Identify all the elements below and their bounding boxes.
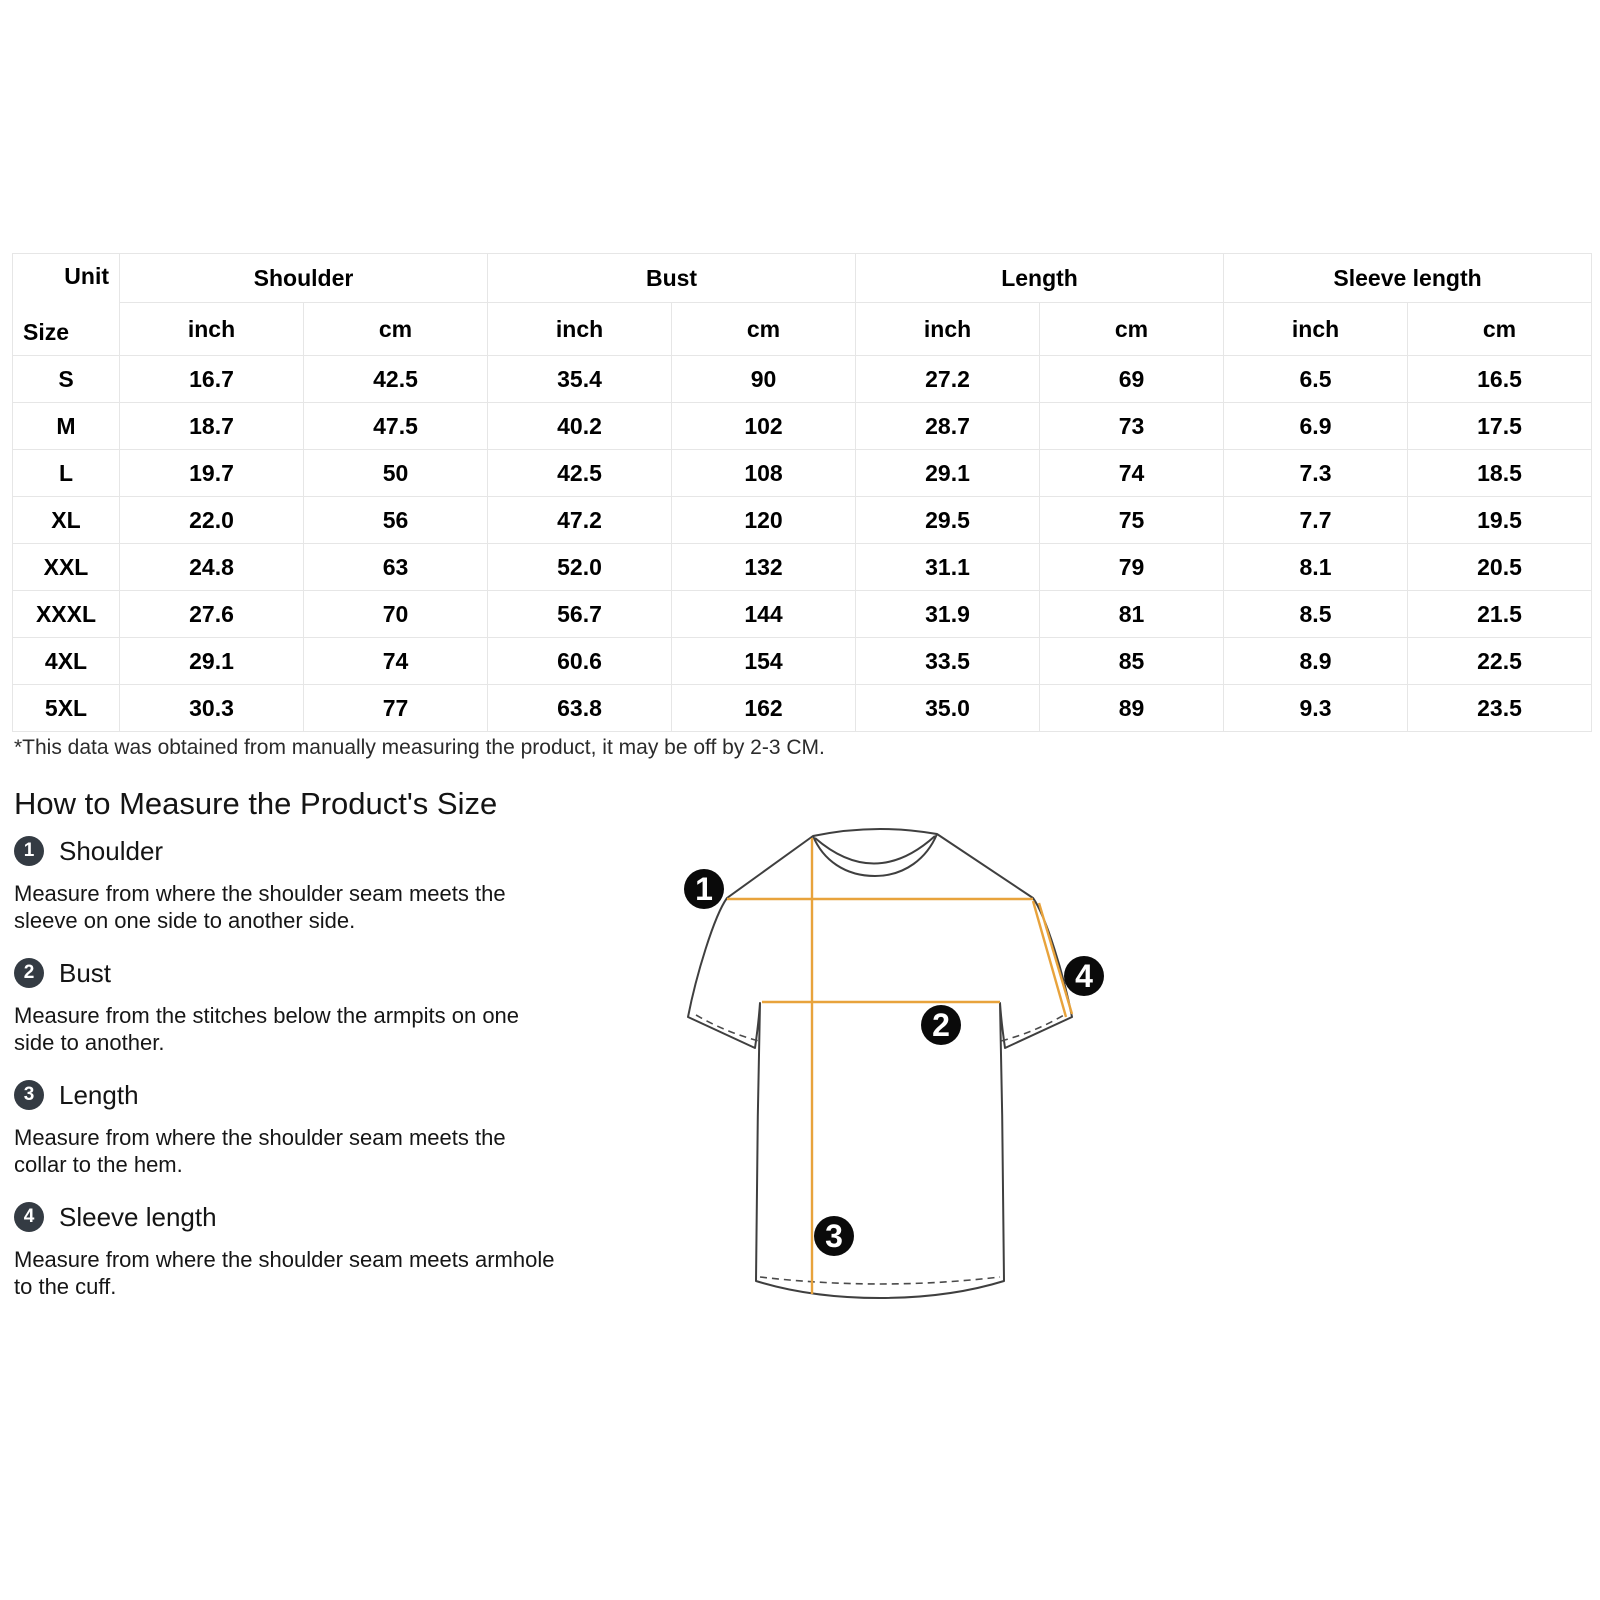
value-cell: 7.7 — [1224, 497, 1408, 544]
diagram-badge-1-number: 1 — [695, 871, 713, 907]
bottom-hem-stitch — [760, 1277, 1000, 1284]
value-cell: 52.0 — [488, 544, 672, 591]
step-2-badge: 2 — [14, 958, 44, 988]
table-row — [13, 591, 1592, 638]
guide-item-sleeve-length — [14, 1202, 574, 1300]
unit-header: cm — [1040, 303, 1224, 356]
value-cell: 29.5 — [856, 497, 1040, 544]
value-cell: 19.5 — [1408, 497, 1592, 544]
collar-inner-seam — [815, 836, 935, 864]
guide-item-label: Sleeve length — [59, 1201, 217, 1232]
value-cell: 22.5 — [1408, 638, 1592, 685]
corner-size-label: Size — [23, 319, 70, 345]
table-row — [13, 544, 1592, 591]
value-cell: 27.6 — [120, 591, 304, 638]
table-row — [13, 497, 1592, 544]
table-row — [13, 450, 1592, 497]
unit-header: cm — [1408, 303, 1592, 356]
value-cell: 27.2 — [856, 356, 1040, 403]
value-cell: 8.1 — [1224, 544, 1408, 591]
value-cell: 77 — [304, 685, 488, 732]
value-cell: 162 — [672, 685, 856, 732]
value-cell: 30.3 — [120, 685, 304, 732]
guide-item-length — [14, 1080, 574, 1178]
tshirt-measurement-diagram — [620, 790, 1140, 1320]
left-cuff-stitch — [696, 1015, 759, 1041]
value-cell: 8.5 — [1224, 591, 1408, 638]
value-cell: 81 — [1040, 591, 1224, 638]
value-cell: 75 — [1040, 497, 1224, 544]
measurement-disclaimer: *This data was obtained from manually measuring the product, it may be off by 2-3 CM. — [14, 736, 825, 759]
value-cell: 16.5 — [1408, 356, 1592, 403]
unit-header: inch — [1224, 303, 1408, 356]
value-cell: 144 — [672, 591, 856, 638]
value-cell: 18.5 — [1408, 450, 1592, 497]
value-cell: 24.8 — [120, 544, 304, 591]
diagram-badge-3-number: 3 — [825, 1218, 843, 1254]
guide-item-label: Bust — [59, 957, 112, 988]
value-cell: 47.5 — [304, 403, 488, 450]
corner-cell — [13, 254, 120, 356]
sleeve-measure-line-2 — [1039, 903, 1072, 1014]
step-1-badge: 1 — [14, 836, 44, 866]
guide-item-description: Measure from the stitches below the armpits on one side to another. — [14, 1003, 520, 1055]
collar-top-edge — [813, 829, 937, 836]
value-cell: 7.3 — [1224, 450, 1408, 497]
value-cell: 74 — [304, 638, 488, 685]
guide-item-shoulder — [14, 836, 574, 934]
right-cuff-stitch — [1001, 1015, 1064, 1041]
value-cell: 22.0 — [120, 497, 304, 544]
corner-unit-label: Unit — [64, 263, 109, 289]
group-header-sleeve-length: Sleeve length — [1224, 254, 1592, 303]
table-group-header-row — [13, 254, 1592, 303]
value-cell: 90 — [672, 356, 856, 403]
unit-header: inch — [120, 303, 304, 356]
diagram-badge-2-number: 2 — [932, 1007, 950, 1043]
guide-item-bust — [14, 958, 574, 1056]
size-chart-table — [12, 253, 1592, 732]
value-cell: 63.8 — [488, 685, 672, 732]
value-cell: 79 — [1040, 544, 1224, 591]
value-cell: 69 — [1040, 356, 1224, 403]
size-cell: XXXL — [13, 591, 120, 638]
guide-title: How to Measure the Product's Size — [14, 786, 498, 821]
unit-header: cm — [672, 303, 856, 356]
value-cell: 17.5 — [1408, 403, 1592, 450]
value-cell: 73 — [1040, 403, 1224, 450]
value-cell: 18.7 — [120, 403, 304, 450]
value-cell: 108 — [672, 450, 856, 497]
size-cell: 5XL — [13, 685, 120, 732]
diagram-badge-4-number: 4 — [1075, 958, 1093, 994]
guide-item-label: Shoulder — [59, 835, 164, 866]
value-cell: 60.6 — [488, 638, 672, 685]
value-cell: 6.5 — [1224, 356, 1408, 403]
value-cell: 85 — [1040, 638, 1224, 685]
value-cell: 120 — [672, 497, 856, 544]
unit-header: inch — [488, 303, 672, 356]
value-cell: 6.9 — [1224, 403, 1408, 450]
value-cell: 70 — [304, 591, 488, 638]
value-cell: 42.5 — [304, 356, 488, 403]
guide-item-description: Measure from where the shoulder seam meets the sleeve on one side to another side. — [14, 881, 506, 933]
sleeve-measure-line — [1033, 901, 1066, 1017]
step-3-badge: 3 — [14, 1080, 44, 1110]
value-cell: 56.7 — [488, 591, 672, 638]
guide-item-description: Measure from where the shoulder seam meets armhole to the cuff. — [14, 1247, 555, 1299]
value-cell: 132 — [672, 544, 856, 591]
value-cell: 31.9 — [856, 591, 1040, 638]
value-cell: 33.5 — [856, 638, 1040, 685]
value-cell: 56 — [304, 497, 488, 544]
value-cell: 31.1 — [856, 544, 1040, 591]
guide-item-description: Measure from where the shoulder seam meets the collar to the hem. — [14, 1125, 506, 1177]
value-cell: 8.9 — [1224, 638, 1408, 685]
size-cell: XL — [13, 497, 120, 544]
value-cell: 42.5 — [488, 450, 672, 497]
value-cell: 16.7 — [120, 356, 304, 403]
table-unit-header-row — [13, 303, 1592, 356]
value-cell: 21.5 — [1408, 591, 1592, 638]
table-row — [13, 403, 1592, 450]
unit-header: inch — [856, 303, 1040, 356]
value-cell: 154 — [672, 638, 856, 685]
value-cell: 19.7 — [120, 450, 304, 497]
value-cell: 50 — [304, 450, 488, 497]
unit-header: cm — [304, 303, 488, 356]
value-cell: 89 — [1040, 685, 1224, 732]
guide-items — [14, 836, 574, 1324]
tshirt-outline — [688, 834, 1072, 1298]
value-cell: 23.5 — [1408, 685, 1592, 732]
value-cell: 35.4 — [488, 356, 672, 403]
group-header-shoulder: Shoulder — [120, 254, 488, 303]
table-row — [13, 356, 1592, 403]
value-cell: 28.7 — [856, 403, 1040, 450]
value-cell: 29.1 — [120, 638, 304, 685]
size-cell: 4XL — [13, 638, 120, 685]
step-4-badge: 4 — [14, 1202, 44, 1232]
size-cell: XXL — [13, 544, 120, 591]
table-row — [13, 685, 1592, 732]
value-cell: 9.3 — [1224, 685, 1408, 732]
value-cell: 102 — [672, 403, 856, 450]
value-cell: 40.2 — [488, 403, 672, 450]
measurement-lines — [727, 838, 1072, 1294]
size-cell: S — [13, 356, 120, 403]
group-header-bust: Bust — [488, 254, 856, 303]
value-cell: 74 — [1040, 450, 1224, 497]
guide-item-label: Length — [59, 1079, 139, 1110]
value-cell: 47.2 — [488, 497, 672, 544]
value-cell: 29.1 — [856, 450, 1040, 497]
value-cell: 20.5 — [1408, 544, 1592, 591]
size-cell: L — [13, 450, 120, 497]
table-row — [13, 638, 1592, 685]
value-cell: 35.0 — [856, 685, 1040, 732]
size-cell: M — [13, 403, 120, 450]
group-header-length: Length — [856, 254, 1224, 303]
value-cell: 63 — [304, 544, 488, 591]
